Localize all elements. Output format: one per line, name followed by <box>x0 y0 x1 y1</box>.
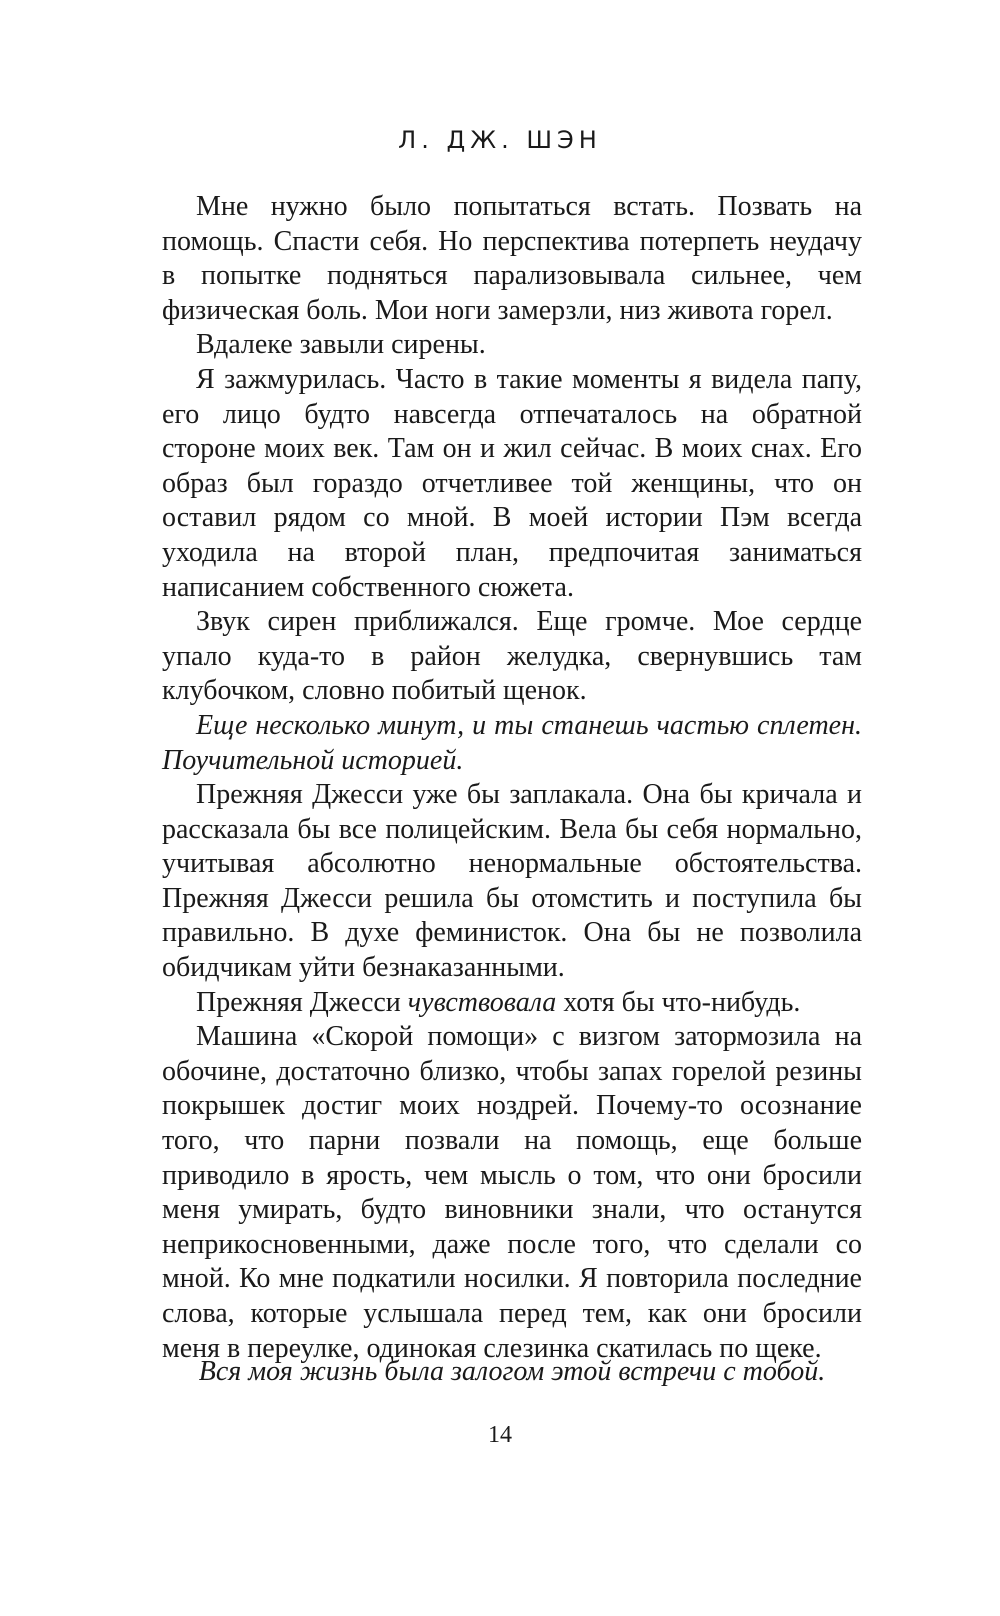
paragraph-5-italic: Еще несколько минут, и ты станешь частью сплетен. Поучительной историей. <box>162 709 862 776</box>
body-text <box>162 190 862 1366</box>
paragraph-7-end: хотя бы что-нибудь. <box>556 986 801 1018</box>
paragraph-4: Звук сирен приближался. Еще громче. Мое сердце упало куда-то в район желудка, свернувшись там клубочком, словно побитый щенок. <box>162 606 862 707</box>
paragraph-6: Прежняя Джесси уже бы заплакала. Она бы кричала и рассказала бы все полицейским. Вела бы себя нормально, учитывая абсолютно ненормальные обстоятельства. Прежняя Джесси решила бы отомстить и поступила бы правильно. В духе феминисток. Она бы не позволила обидчикам уйти безнаказанными. <box>162 779 862 984</box>
paragraph-7 <box>162 986 862 1021</box>
paragraph-2: Вдалеке завыли сирены. <box>196 329 486 361</box>
paragraph-1: Мне нужно было попытаться встать. Позвать на помощь. Спасти себя. Но перспектива потерпеть неудачу в попытке подняться парализовывала сильнее, чем физическая боль. Мои ноги замерзли, низ живота горел. <box>162 191 862 326</box>
paragraph-8: Машина «Скорой помощи» с визгом затормозила на обочине, достаточно близко, чтобы запах горелой резины покрышек достиг моих ноздрей. Почему-то осознание того, что парни позвали на помощь, еще больше приводило в ярость, чем мысль о том, что они бросили меня умирать, будто виновники знали, что останутся неприкосновенными, даже после того, что сделали со мной. Ко мне подкатили носилки. Я повторила последние слова, которые услышала перед тем, как они бросили меня в переулке, одинокая слезинка скатилась по щеке. <box>162 1021 862 1364</box>
paragraph-3: Я зажмурилась. Часто в такие моменты я видела папу, его лицо будто навсегда отпечаталось на обратной стороне моих век. Там он и жил сейчас. В моих снах. Его образ был гораздо отчетливее той женщины, что он оставил рядом со мной. В моей истории Пэм всегда уходила на второй план, предпочитая заниматься написанием собственного сюжета. <box>162 363 862 603</box>
page-number: 14 <box>488 1422 512 1448</box>
paragraph-7-start: Прежняя Джесси <box>196 986 408 1018</box>
closing-italic-line: Вся моя жизнь была залогом этой встречи с тобой. <box>198 1356 826 1387</box>
paragraph-7-emphasis: чувствовала <box>407 986 557 1018</box>
running-head-author: Л. ДЖ. ШЭН <box>398 126 602 154</box>
